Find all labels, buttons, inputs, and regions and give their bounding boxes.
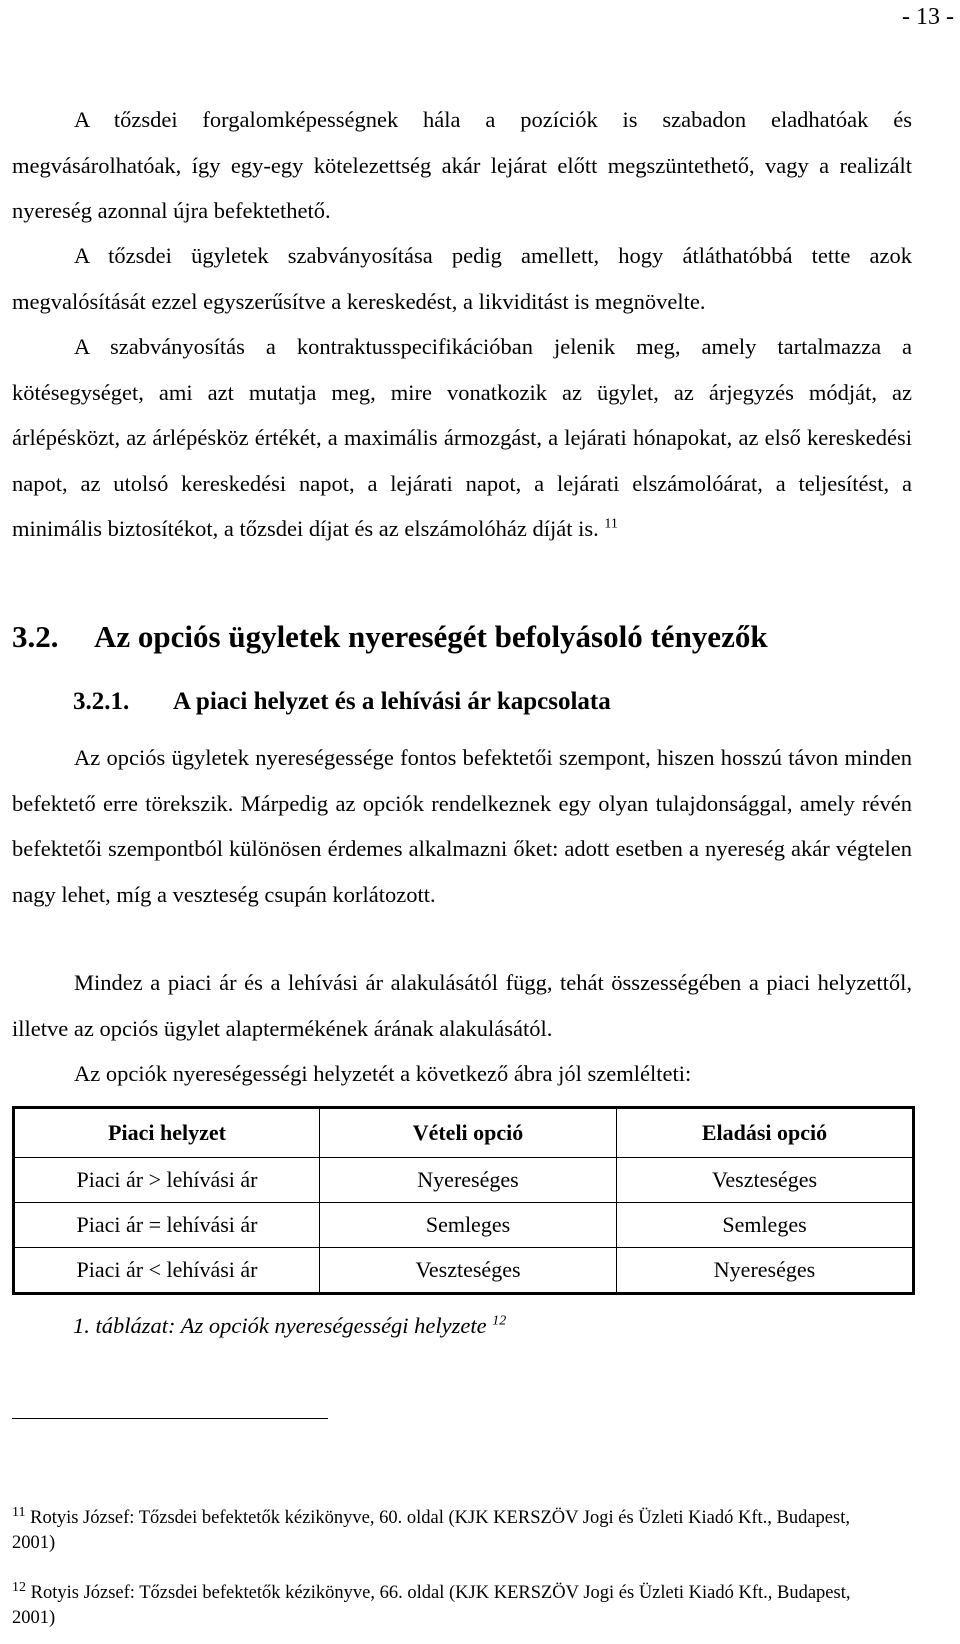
footnote-text: Rotyis József: Tőzsdei befektetők kézikönyve, 60. oldal (KJK KERSZÖV Jogi és Üzleti Kiadó Kft., Budapest, 2001) — [12, 1508, 850, 1553]
paragraph-profitability — [12, 735, 912, 917]
footnote-text: Rotyis József: Tőzsdei befektetők kézikönyve, 66. oldal (KJK KERSZÖV Jogi és Üzleti Kiadó Kft., Budapest, 2001) — [12, 1583, 851, 1628]
paragraph-text: A szabványosítás a kontraktusspecifikációban jelenik meg, amely tartalmazza a kötésegységet, ami azt mutatja meg, mire vonatkozik az ügylet, az árjegyzés módját, az árlépésközt, az árlépésköz értékét, a maximális ármozgást, a lejárati hónapokat, az első kereskedési napot, az utolsó kereskedési napot, a lejárati napot, a lejárati elszámolóárat, a teljesítést, a minimális biztosítékot, a tőzsdei díjat és az elszámolóház díját is. — [12, 334, 912, 541]
page-number: - 13 - — [902, 4, 954, 30]
table-caption — [73, 1313, 506, 1339]
table-cell: Semleges — [320, 1203, 617, 1248]
footnote — [12, 1506, 882, 1556]
table-cell: Nyereséges — [320, 1158, 617, 1203]
subsection-number: 3.2.1. — [73, 688, 130, 715]
paragraph-text: Az opciók nyereségességi helyzetét a következő ábra jól szemlélteti: — [74, 1061, 692, 1086]
paragraph-standardization — [12, 233, 912, 324]
table-cell: Veszteséges — [320, 1248, 617, 1294]
subsection-heading — [73, 688, 611, 716]
footnote-separator — [12, 1418, 328, 1419]
paragraph-text: A tőzsdei forgalomképességnek hála a pozíciók is szabadon eladhatóak és megvásárolhatóak, így egy-egy kötelezettség akár lejárat előtt megszüntethető, vagy a realizált nyereség azonnal újra befektethető. — [12, 107, 912, 223]
table-cell: Piaci ár < lehívási ár — [14, 1248, 320, 1294]
paragraph-text: Az opciós ügyletek nyereségessége fontos befektetői szempont, hiszen hosszú távon minden befektető erre törekszik. Márpedig az opciók rendelkeznek egy olyan tulajdonsággal, amely révén befektetői szempontból különösen érdemes alkalmazni őket: adott esetben a nyereség akár végtelen nagy lehet, míg a veszteség csupán korlátozott. — [12, 745, 912, 907]
table-row — [14, 1158, 914, 1203]
section-heading — [12, 619, 768, 655]
paragraph-market-price — [12, 960, 912, 1051]
table-cell: Semleges — [617, 1203, 914, 1248]
table-header-row — [14, 1108, 914, 1158]
table-row — [14, 1203, 914, 1248]
column-header: Piaci helyzet — [14, 1108, 320, 1158]
caption-text: 1. táblázat: Az opciók nyereségességi helyzete — [73, 1313, 487, 1338]
table-cell: Piaci ár > lehívási ár — [14, 1158, 320, 1203]
section-number: 3.2. — [12, 619, 59, 654]
footnote-number: 12 — [12, 1579, 26, 1595]
table-cell: Piaci ár = lehívási ár — [14, 1203, 320, 1248]
paragraph-text: Mindez a piaci ár és a lehívási ár alakulásától függ, tehát összességében a piaci helyzettől, illetve az opciós ügylet alaptermékének árának alakulásától. — [12, 970, 912, 1041]
table-cell: Nyereséges — [617, 1248, 914, 1294]
table-row — [14, 1248, 914, 1294]
footnote-number: 11 — [12, 1504, 26, 1520]
subsection-title: A piaci helyzet és a lehívási ár kapcsolata — [173, 688, 611, 715]
footnote-ref-11: 11 — [604, 516, 618, 532]
option-profitability-table — [12, 1106, 915, 1295]
section-title: Az opciós ügyletek nyereségét befolyásoló tényezők — [94, 619, 768, 654]
paragraph-contract-spec — [12, 324, 912, 552]
paragraph-text: A tőzsdei ügyletek szabványosítása pedig amellett, hogy átláthatóbbá tette azok megvalósítását ezzel egyszerűsítve a kereskedést, a likviditást is megnövelte. — [12, 243, 912, 314]
paragraph-tradability — [12, 97, 912, 234]
table-cell: Veszteséges — [617, 1158, 914, 1203]
column-header: Vételi opció — [320, 1108, 617, 1158]
paragraph-illustration — [12, 1051, 912, 1097]
footnote — [12, 1581, 882, 1631]
column-header: Eladási opció — [617, 1108, 914, 1158]
footnote-ref-12: 12 — [492, 1313, 507, 1329]
